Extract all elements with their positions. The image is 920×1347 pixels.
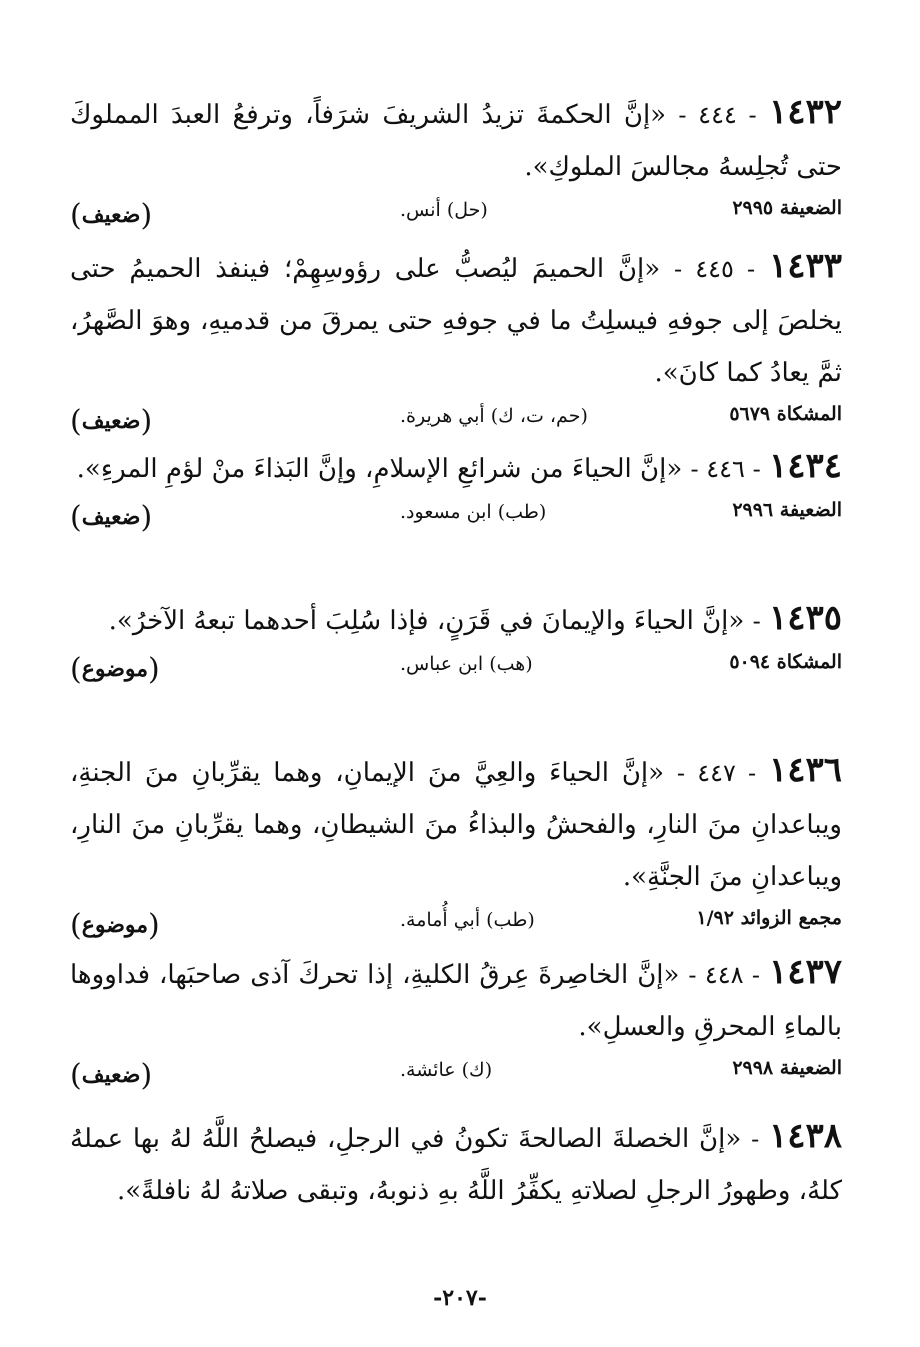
hadith-text-block: [70, 946, 842, 1053]
hadith-grade: (موضوع): [70, 908, 160, 943]
hadith-reference: مجمع الزوائد ١/٩٢: [696, 907, 842, 929]
hadith-grade: (ضعيف): [70, 404, 153, 439]
hadith-meta: [70, 1055, 842, 1095]
hadith-number: ١٤٣٤: [768, 446, 842, 486]
hadith-source: (ك) عائشة.: [400, 1059, 493, 1081]
hadith-entry: [70, 592, 842, 689]
hadith-sub-number: - ٤٤٤ -: [678, 101, 757, 129]
hadith-grade: (ضعيف): [70, 500, 153, 535]
hadith-source: (حم، ت، ك) أبي هريرة.: [400, 405, 588, 427]
hadith-reference: الضعيفة ٢٩٩٦: [732, 499, 842, 521]
hadith-meta: [70, 195, 842, 235]
page-number: -٢٠٧-: [433, 1285, 487, 1311]
hadith-grade-label: موضوع: [81, 912, 149, 938]
hadith-source: (طب) أبي أُمامة.: [400, 909, 535, 931]
hadith-meta: [70, 401, 842, 441]
hadith-meta: [70, 905, 842, 945]
hadith-number: ١٤٣٨: [768, 1116, 843, 1156]
hadith-reference: المشكاة ٥٦٧٩: [729, 403, 842, 425]
hadith-text-block: [70, 240, 842, 399]
hadith-meta: [70, 497, 842, 537]
hadith-grade-label: موضوع: [81, 656, 149, 682]
hadith-number: ١٤٣٥: [768, 598, 842, 638]
hadith-source: (هب) ابن عباس.: [400, 653, 533, 675]
hadith-text-block: [70, 1110, 842, 1217]
hadith-entry: [70, 240, 842, 441]
hadith-reference: الضعيفة ٢٩٩٥: [732, 197, 842, 219]
hadith-reference: الضعيفة ٢٩٩٨: [732, 1057, 842, 1079]
hadith-entry: [70, 440, 842, 537]
hadith-text: «إنَّ الحكمةَ تزيدُ الشريفَ شرَفاً، وترفعُ العبدَ المملوكَ حتى تُجلِسهُ مجالسَ الملوكِ».: [70, 100, 842, 182]
hadith-entry: [70, 1110, 842, 1217]
hadith-grade: (موضوع): [70, 652, 160, 687]
hadith-text: «إنَّ الحياءَ والإيمانَ في قَرَنٍ، فإذا سُلِبَ أحدهما تبعهُ الآخرُ».: [108, 606, 745, 636]
hadith-grade: (ضعيف): [70, 198, 153, 233]
hadith-text-block: [70, 86, 842, 193]
hadith-meta: [70, 649, 842, 689]
hadith-grade-label: ضعيف: [81, 504, 141, 530]
hadith-sub-number: -: [751, 1125, 760, 1153]
hadith-entry: [70, 86, 842, 235]
hadith-number: ١٤٣٣: [768, 246, 842, 286]
hadith-sub-number: -: [752, 607, 761, 635]
hadith-source: (طب) ابن مسعود.: [400, 501, 547, 523]
hadith-entry: [70, 744, 842, 945]
hadith-reference: المشكاة ٥٠٩٤: [729, 651, 842, 673]
hadith-grade-label: ضعيف: [81, 1062, 141, 1088]
hadith-sub-number: - ٤٤٥ -: [673, 255, 756, 283]
hadith-sub-number: - ٤٤٦ -: [690, 455, 761, 483]
hadith-text-block: [70, 440, 842, 495]
hadith-entry: [70, 946, 842, 1095]
hadith-grade-label: ضعيف: [81, 408, 141, 434]
hadith-number: ١٤٣٦: [768, 750, 843, 790]
hadith-text: «إنَّ الخاصِرةَ عِرقُ الكليةِ، إذا تحركَ آذى صاحبَها، فداووها بالماءِ المحرقِ والعسلِ».: [70, 960, 842, 1042]
hadith-text: «إنَّ الخصلةَ الصالحةَ تكونُ في الرجلِ، فيصلحُ اللَّهُ لهُ بها عملهُ كلهُ، وطهورُ الرجلِ لصلاتهِ يكفِّرُ اللَّهُ بهِ ذنوبهُ، وتبقى صلاتهُ لهُ نافلةً».: [70, 1124, 842, 1206]
hadith-sub-number: - ٤٤٧ -: [676, 759, 757, 787]
hadith-sub-number: - ٤٤٨ -: [688, 961, 760, 989]
hadith-text-block: [70, 592, 842, 647]
hadith-number: ١٤٣٢: [768, 92, 842, 132]
hadith-text: «إنَّ الحميمَ ليُصبُّ على رؤوسِهِمْ؛ فينفذ الحميمُ حتى يخلصَ إلى جوفهِ فيسلِتُ ما في جوفهِ حتى يمرقَ من قدميهِ، وهوَ الصَّهرُ، ثمَّ يعادُ كما كانَ».: [70, 254, 842, 388]
hadith-text-block: [70, 744, 842, 903]
hadith-text: «إنَّ الحياءَ من شرائعِ الإسلامِ، وإنَّ البَذاءَ منْ لؤمِ المرءِ».: [76, 454, 683, 484]
hadith-number: ١٤٣٧: [768, 952, 843, 992]
hadith-text: «إنَّ الحياءَ والعِيَّ منَ الإيمانِ، وهما يقرِّبانِ منَ الجنةِ، ويباعدانِ منَ النارِ، والفحشُ والبذاءُ منَ الشيطانِ، وهما يقرِّبانِ منَ النارِ، ويباعدانِ منَ الجنَّةِ».: [70, 758, 842, 892]
hadith-source: (حل) أنس.: [400, 199, 488, 221]
hadith-grade-label: ضعيف: [81, 202, 141, 228]
hadith-grade: (ضعيف): [70, 1058, 153, 1093]
